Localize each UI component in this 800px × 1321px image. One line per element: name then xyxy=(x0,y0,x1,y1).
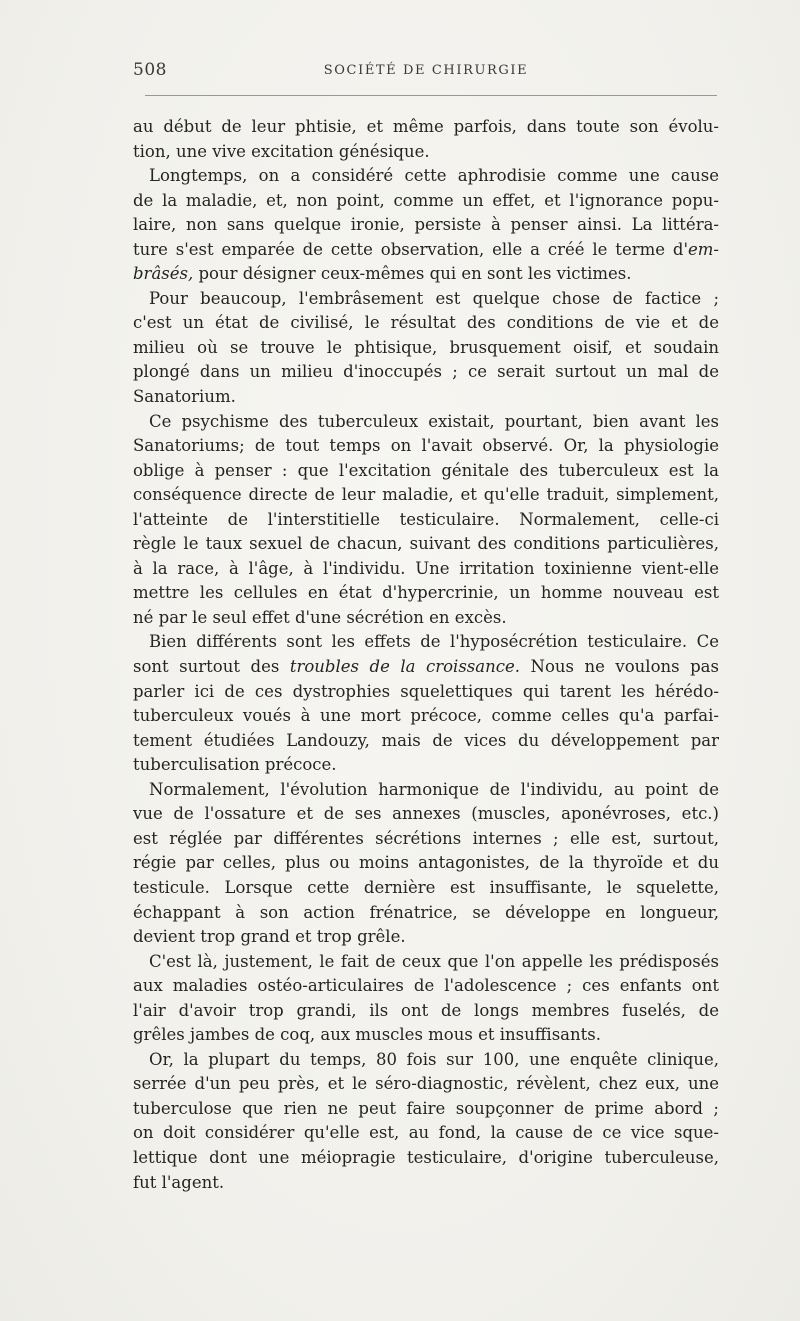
text-line xyxy=(133,753,719,778)
line-text: Sanatorium. xyxy=(133,387,236,407)
line-text: conséquence directe de leur maladie, et qu'elle traduit, simplement, xyxy=(133,485,719,505)
text-line xyxy=(133,164,719,189)
text-line xyxy=(133,655,719,680)
line-text: testicule. Lorsque cette dernière est insuffisante, le squelette, xyxy=(133,877,719,897)
line-text: fut l'agent. xyxy=(133,1172,225,1192)
text-line xyxy=(133,410,719,435)
line-text: tuberculose que rien ne peut faire soupçonner de prime abord ; xyxy=(133,1098,719,1118)
text-line xyxy=(133,336,719,361)
text-line xyxy=(133,459,719,484)
text-line xyxy=(133,1146,719,1171)
line-text: au début de leur phtisie, et même parfois, dans toute son évolu- xyxy=(133,117,719,136)
text-line xyxy=(133,925,719,950)
line-text: tuberculisation précoce. xyxy=(133,755,337,775)
line-text: C'est là, justement, le fait de ceux que l'on appelle les prédisposés xyxy=(149,951,719,971)
line-text: de la maladie, et, non point, comme un effet, et l'ignorance popu- xyxy=(133,190,719,210)
line-text: Longtemps, on a considéré cette aphrodisie comme une cause xyxy=(149,166,719,186)
line-text: Normalement, l'évolution harmonique de l'individu, au point de xyxy=(149,779,719,799)
line-text: échappant à son action frénatrice, se développe en longueur, xyxy=(133,902,719,922)
text-line xyxy=(133,950,719,975)
line-text: aux maladies ostéo-articulaires de l'adolescence ; ces enfants ont xyxy=(133,976,719,996)
text-line xyxy=(133,238,719,263)
text-line xyxy=(133,385,719,410)
italic-text: troubles de la croissance. xyxy=(289,657,520,677)
text-line xyxy=(133,851,719,876)
italic-text: brâsés, xyxy=(133,264,194,284)
text-line xyxy=(133,532,719,557)
line-text: c'est un état de civilisé, le résultat des conditions de vie et de xyxy=(133,313,719,333)
line-text: né par le seul effet d'une sécrétion en excès. xyxy=(133,607,507,627)
text-line xyxy=(133,1171,719,1196)
line-text: tement étudiées Landouzy, mais de vices du développement par xyxy=(133,730,719,750)
page-number: 508 xyxy=(133,60,167,80)
line-text: on doit considérer qu'elle est, au fond, la cause de ce vice sque- xyxy=(133,1123,719,1143)
line-text: milieu où se trouve le phtisique, brusquement oisif, et soudain xyxy=(133,337,719,357)
header-rule xyxy=(145,95,717,96)
text-line xyxy=(133,360,719,385)
text-line xyxy=(133,1097,719,1122)
text-line xyxy=(133,434,719,459)
line-text: vue de l'ossature et de ses annexes (muscles, aponévroses, etc.) xyxy=(133,804,719,824)
line-text: l'air d'avoir trop grandi, ils ont de longs membres fuselés, de xyxy=(133,1000,719,1020)
text-line xyxy=(133,680,719,705)
line-text: tuberculeux voués à une mort précoce, comme celles qu'a parfai- xyxy=(133,706,719,726)
text-line xyxy=(133,901,719,926)
line-text: à la race, à l'âge, à l'individu. Une irritation toxinienne vient-elle xyxy=(133,558,719,578)
running-head xyxy=(133,60,719,84)
text-line xyxy=(133,483,719,508)
text-line xyxy=(133,262,719,287)
text-line xyxy=(133,729,719,754)
line-text: serrée d'un peu près, et le séro-diagnostic, révèlent, chez eux, une xyxy=(133,1074,719,1094)
text-line xyxy=(133,557,719,582)
body-text xyxy=(133,115,719,1195)
line-text: règle le taux sexuel de chacun, suivant des conditions particulières, xyxy=(133,534,719,554)
text-line xyxy=(133,115,719,140)
text-line xyxy=(133,508,719,533)
line-text: pour désigner ceux-mêmes qui en sont les victimes. xyxy=(193,264,632,284)
line-text: ture s'est emparée de cette observation, elle a créé le terme d' xyxy=(133,239,688,259)
line-text: sont surtout des xyxy=(133,657,290,677)
line-text: tion, une vive excitation génésique. xyxy=(133,141,430,161)
line-text: l'atteinte de l'interstitielle testiculaire. Normalement, celle-ci xyxy=(133,509,719,529)
line-text: régie par celles, plus ou moins antagonistes, de la thyroïde et du xyxy=(133,853,719,873)
text-line xyxy=(133,1121,719,1146)
line-text: Pour beaucoup, l'embrâsement est quelque chose de factice ; xyxy=(149,288,719,308)
text-line xyxy=(133,827,719,852)
text-line xyxy=(133,581,719,606)
line-text-tail: Nous ne voulons pas xyxy=(519,657,719,677)
text-line xyxy=(133,1072,719,1097)
text-line xyxy=(133,1048,719,1073)
text-line xyxy=(133,974,719,999)
line-text: plongé dans un milieu d'inoccupés ; ce serait surtout un mal de xyxy=(133,362,719,382)
line-text: devient trop grand et trop grêle. xyxy=(133,927,406,947)
text-line xyxy=(133,311,719,336)
line-text: Sanatoriums; de tout temps on l'avait observé. Or, la physiologie xyxy=(133,436,719,456)
text-line xyxy=(133,140,719,165)
journal-title: SOCIÉTÉ DE CHIRURGIE xyxy=(323,63,529,78)
text-line xyxy=(133,287,719,312)
text-line xyxy=(133,606,719,631)
text-line xyxy=(133,876,719,901)
text-line xyxy=(133,802,719,827)
line-text: oblige à penser : que l'excitation génitale des tuberculeux est la xyxy=(133,460,719,480)
line-text: Ce psychisme des tuberculeux existait, pourtant, bien avant les xyxy=(149,411,719,431)
line-text: grêles jambes de coq, aux muscles mous et insuffisants. xyxy=(133,1025,601,1045)
text-line xyxy=(133,1023,719,1048)
line-text: Bien différents sont les effets de l'hyposécrétion testiculaire. Ce xyxy=(149,632,719,652)
line-text: mettre les cellules en état d'hypercrinie, un homme nouveau est xyxy=(133,583,719,603)
text-line xyxy=(133,999,719,1024)
text-line xyxy=(133,704,719,729)
line-text: parler ici de ces dystrophies squelettiques qui tarent les hérédo- xyxy=(133,681,719,701)
text-line xyxy=(133,189,719,214)
line-text: lettique dont une méiopragie testiculaire, d'origine tuberculeuse, xyxy=(133,1147,719,1167)
line-text: Or, la plupart du temps, 80 fois sur 100, une enquête clinique, xyxy=(149,1049,719,1069)
line-text: laire, non sans quelque ironie, persiste à penser ainsi. La littéra- xyxy=(133,215,719,235)
text-line xyxy=(133,778,719,803)
text-line xyxy=(133,213,719,238)
text-line xyxy=(133,630,719,655)
italic-text: em- xyxy=(688,239,719,259)
line-text: est réglée par différentes sécrétions internes ; elle est, surtout, xyxy=(133,828,719,848)
